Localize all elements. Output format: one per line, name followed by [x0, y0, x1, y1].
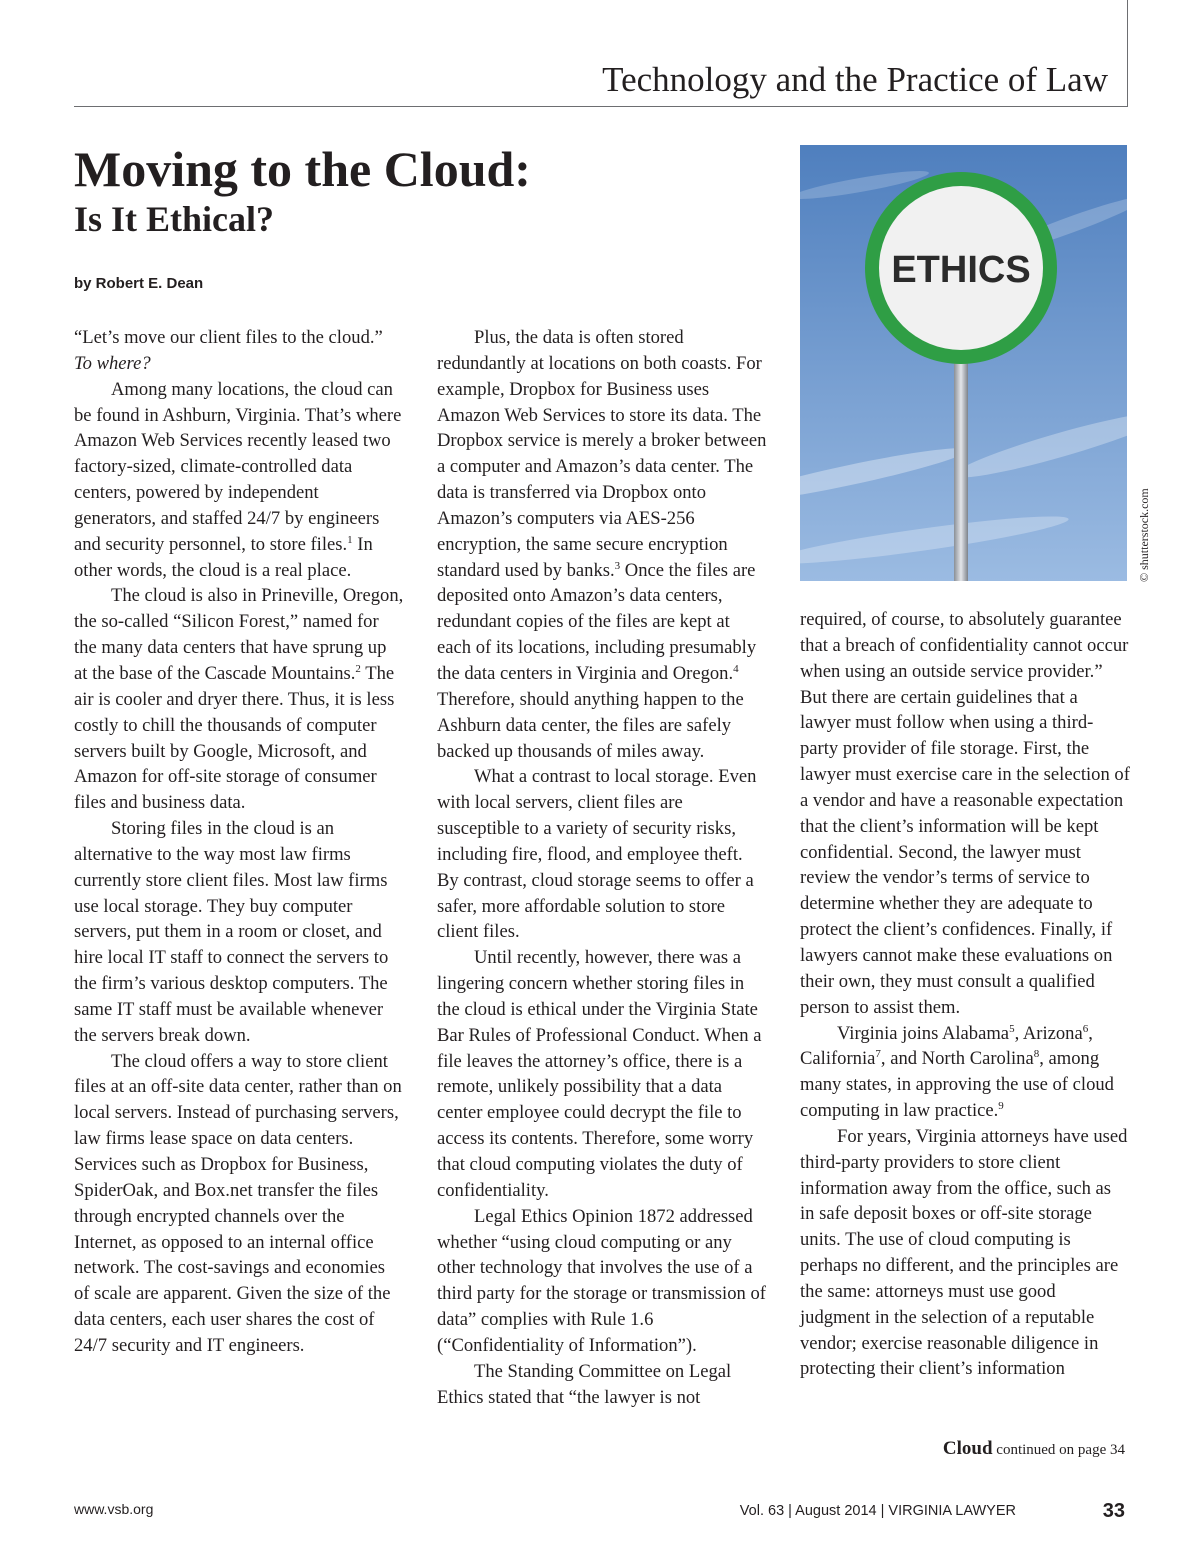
article-column-1 — [74, 325, 404, 1359]
paragraph — [800, 1021, 1130, 1124]
footnote-marker: 5 — [1009, 1022, 1015, 1035]
paragraph — [437, 325, 767, 764]
paragraph-text: The air is cooler and dryer there. Thus, it is less costly to chill the thousands of computer servers built by Google, Microsoft, and Amazon for off-site storage of consumer files and business data. — [74, 662, 395, 814]
article-column-3 — [800, 607, 1130, 1382]
continued-note — [880, 1437, 1125, 1462]
paragraph-text: Plus, the data is often stored redundantly at locations on both coasts. For example, Dropbox for Business uses Amazon Web Services to store its data. The Dropbox service is merely a broker between a computer and Amazon’s data center. The data is transferred via Dropbox onto Amazon’s computers via AES-256 encryption, the same secure encryption standard used by banks. — [437, 327, 767, 581]
paragraph: Legal Ethics Opinion 1872 addressed whether “using cloud computing or any other technology that involves the use of a third party for the storage or transmission of data” complies with Rule 1.6 (“Confidentiality of Information”). — [437, 1205, 766, 1356]
footer-url[interactable]: www.vsb.org — [74, 1501, 154, 1517]
opening-question: To where? — [74, 352, 151, 374]
paragraph-text: In other words, the cloud is a real place. — [74, 533, 373, 581]
section-header: Technology and the Practice of Law — [602, 60, 1108, 99]
paragraph-text: Among many locations, the cloud can be found in Ashburn, Virginia. That’s where Amazon Web Services recently leased two factory-sized, climate-controlled data centers, powered by independent generators, and staffed 24/7 by engineers and security personnel, to store files. — [74, 378, 402, 555]
ethics-sign-photo — [800, 145, 1127, 581]
paragraph: Until recently, however, there was a lingering concern whether storing files in the cloud is ethical under the Virginia State Bar Rules of Professional Conduct. When a file leaves the attorney’s office, there is a remote, unlikely possibility that a data center employee could decrypt the file to access its contents. Therefore, some worry that cloud computing violates the duty of confidentiality. — [437, 947, 762, 1201]
article-title: Moving to the Cloud: — [74, 141, 531, 197]
footnote-marker: 4 — [733, 662, 739, 675]
paragraph-text: Therefore, should anything happen to the Ashburn data center, the files are safely backed up thousands of miles away. — [437, 688, 744, 762]
paragraph-text: , California — [800, 1022, 1093, 1070]
paragraph-text: , Arizona — [1014, 1022, 1083, 1044]
footnote-marker: 9 — [998, 1100, 1004, 1113]
opening-quote-paragraph — [74, 325, 404, 377]
footnote-marker: 1 — [347, 533, 353, 546]
article-column-2 — [437, 325, 767, 1410]
byline: by Robert E. Dean — [74, 275, 204, 292]
paragraph-text: , and North Carolina — [880, 1048, 1034, 1070]
paragraph-text: Virginia joins Alabama — [837, 1022, 1010, 1044]
header-vertical-rule — [1127, 0, 1128, 107]
paragraph: Storing files in the cloud is an alternative to the way most law firms currently store client files. Most law firms use local storage. They buy computer servers, put them in a room or closet, and hire local IT staff to connect the servers to the firm’s various desktop computers. The same IT staff must be available whenever the servers break down. — [74, 818, 389, 1046]
continued-keyword: Cloud — [942, 1438, 993, 1459]
article-subtitle: Is It Ethical? — [74, 199, 275, 239]
footer-issue: Vol. 63 | August 2014 | VIRGINIA LAWYER — [739, 1503, 1016, 1519]
footnote-marker: 7 — [875, 1048, 881, 1061]
paragraph-text: , among many states, in approving the use of cloud computing in law practice. — [800, 1048, 1114, 1122]
paragraph: The Standing Committee on Legal Ethics stated that “the lawyer is not — [437, 1360, 732, 1408]
opening-quote: “Let’s move our client files to the cloud.” — [74, 327, 383, 348]
header-rule — [74, 106, 1128, 107]
page-number: 33 — [1102, 1500, 1125, 1522]
paragraph: For years, Virginia attorneys have used third-party providers to store client information away from the office, such as in safe deposit boxes or off-site storage units. The use of cloud computing is perhaps no different, and the principles are the same: attorneys must use good judgment in the selection of a reputable vendor; exercise reasonable diligence in protecting their client’s information — [800, 1125, 1128, 1380]
paragraph — [74, 377, 404, 584]
continued-text: continued on page 34 — [996, 1442, 1125, 1458]
paragraph: What a contrast to local storage. Even with local servers, client files are susceptible to a variety of security risks, including fire, flood, and employee theft. By contrast, cloud storage seems to offer a safer, more affordable solution to store client files. — [437, 766, 757, 943]
sign-pole — [954, 350, 968, 581]
paragraph — [74, 583, 404, 816]
footnote-marker: 6 — [1082, 1022, 1089, 1035]
photo-credit: © shutterstock.com — [1137, 488, 1151, 582]
sign-text: ETHICS — [891, 249, 1031, 291]
paragraph-text: Once the files are deposited onto Amazon’s data centers, redundant copies of the files are kept at each of its locations, including presumably the data centers in Virginia and Oregon. — [437, 559, 757, 684]
paragraph-text: The cloud is also in Prineville, Oregon, the so-called “Silicon Forest,” named for the many data centers that have sprung up at the base of the Cascade Mountains. — [74, 585, 404, 684]
footnote-marker: 2 — [355, 662, 361, 675]
footnote-marker: 3 — [614, 559, 621, 572]
footnote-marker: 8 — [1033, 1048, 1040, 1061]
paragraph: required, of course, to absolutely guarantee that a breach of confidentiality cannot occur when using an outside service provider.” But there are certain guidelines that a lawyer must follow when using a third-party provider of file storage. First, the lawyer must exercise care in the selection of a vendor and have a reasonable expectation that the client’s information will be kept confidential. Second, the lawyer must review the vendor’s terms of service to determine whether they are adequate to protect the client’s confidences. Finally, if lawyers cannot make these evaluations on their own, they must consult a qualified person to assist them. — [800, 609, 1130, 1018]
paragraph: The cloud offers a way to store client files at an off-site data center, rather than on local servers. Instead of purchasing servers, law firms lease space on data centers. Services such as Dropbox for Business, SpiderOak, and Box.net transfer the files through encrypted channels over the Internet, as opposed to an internal office network. The cost-savings and economies of scale are apparent. Given the size of the data centers, each user shares the cost of 24/7 security and IT engineers. — [74, 1050, 402, 1356]
